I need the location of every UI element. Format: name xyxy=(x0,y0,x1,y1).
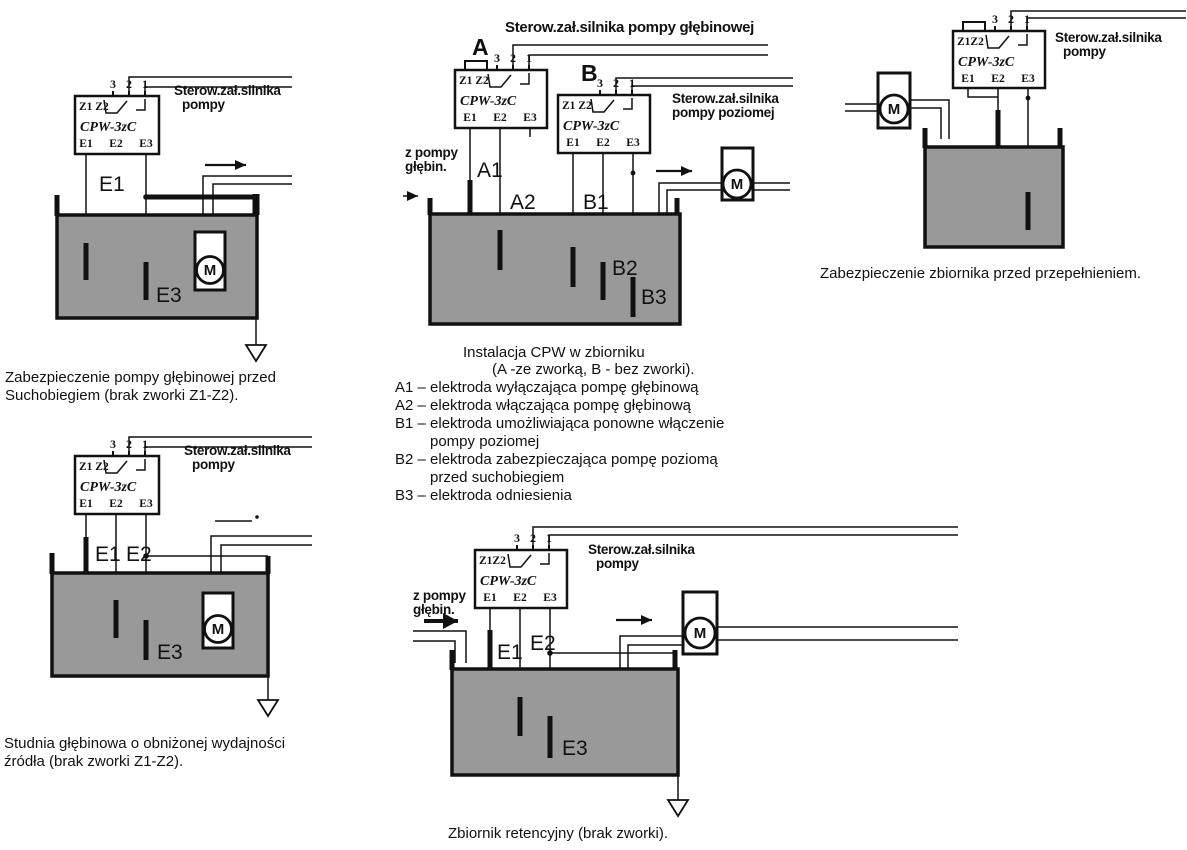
caption: Zabezpieczenie pompy głębinowej przed xyxy=(5,369,276,386)
electrode-e3-label: E3 xyxy=(156,284,182,307)
panel-retention-tank xyxy=(413,527,958,842)
device-model-label: CPW-3zC xyxy=(958,55,1015,70)
electrode-a1-label: A1 xyxy=(477,159,503,182)
motor-icon-label: M xyxy=(203,262,217,279)
terminal-e3-label: E3 xyxy=(139,498,153,510)
terminal-1-label: 1 xyxy=(546,531,552,545)
terminal-2-label: 2 xyxy=(510,51,516,65)
panel-overfill-protection xyxy=(820,11,1186,282)
ground-icon xyxy=(246,318,266,361)
device-model-label: CPW-3zC xyxy=(480,574,537,589)
motor-icon-label: M xyxy=(887,101,901,118)
caption: źródła (brak zworki Z1-Z2). xyxy=(4,753,184,770)
motor-icon-label: M xyxy=(730,176,744,193)
control-label: pompy poziomej xyxy=(672,105,775,120)
terminal-2-label: 2 xyxy=(1008,12,1014,26)
device-model-label: CPW-3zC xyxy=(460,94,517,109)
pump-motor xyxy=(683,592,717,654)
electrode-e2-label: E2 xyxy=(126,543,152,566)
terminal-3-label: 3 xyxy=(992,12,998,26)
terminal-e3-label: E3 xyxy=(139,138,153,150)
controller-a-label: A xyxy=(472,34,489,60)
motor-icon-label: M xyxy=(211,621,225,638)
control-label: Sterow.zał.silnika xyxy=(1055,30,1162,45)
terminal-2-label: 2 xyxy=(126,437,132,451)
terminal-e3-label: E3 xyxy=(1021,73,1035,85)
control-label: pompy xyxy=(1063,44,1106,59)
pump-motor xyxy=(878,73,910,128)
device-model-label: CPW-3zC xyxy=(80,120,137,135)
control-label: pompy xyxy=(192,457,235,472)
electrode-e1-label: E1 xyxy=(95,543,121,566)
terminal-e2-label: E2 xyxy=(493,112,507,124)
electrode-e3-label: E3 xyxy=(157,641,183,664)
panel-title: Sterow.zał.silnika pompy głębinowej xyxy=(505,19,754,36)
electrode-e1-label: E1 xyxy=(497,641,523,664)
terminal-3-label: 3 xyxy=(110,437,116,451)
caption: Instalacja CPW w zbiorniku xyxy=(463,344,645,361)
jumper-terminals-label: Z1 Z2 xyxy=(79,101,109,113)
control-label: Sterow.zał.silnika xyxy=(588,542,695,557)
terminal-3-label: 3 xyxy=(514,531,520,545)
panel-dry-run-protection xyxy=(5,77,292,404)
terminal-e3-label: E3 xyxy=(523,112,537,124)
jumper-icon xyxy=(465,61,487,70)
terminal-1-label: 1 xyxy=(1024,12,1030,26)
control-label: Sterow.zał.silnika xyxy=(174,83,281,98)
jumper-terminals-label: Z1 Z2 xyxy=(562,100,592,112)
cpw-device xyxy=(953,12,1045,88)
cpw-device-b xyxy=(558,76,650,153)
jumper-terminals-label: Z1Z2 xyxy=(479,555,506,567)
terminal-1-label: 1 xyxy=(142,77,148,91)
terminal-e1-label: E1 xyxy=(79,498,93,510)
legend-item: pompy poziomej xyxy=(430,433,540,450)
terminal-2-label: 2 xyxy=(530,531,536,545)
control-label: pompy xyxy=(596,556,639,571)
terminal-e2-label: E2 xyxy=(109,138,123,150)
electrode-e2-label: E2 xyxy=(530,632,556,655)
terminal-3-label: 3 xyxy=(110,77,116,91)
jumper-terminals-label: Z1 Z2 xyxy=(459,75,489,87)
control-label: Sterow.zał.silnika xyxy=(184,443,291,458)
terminal-e3-label: E3 xyxy=(543,592,557,604)
control-label: Sterow.zał.silnika xyxy=(672,91,779,106)
legend-item: B2 – elektroda zabezpieczająca pompę poziomą xyxy=(395,451,718,468)
tank xyxy=(925,128,1063,247)
legend-item: A2 – elektroda włączająca pompę głębinową xyxy=(395,397,692,414)
control-label: pompy xyxy=(182,97,225,112)
panel-tank-installation xyxy=(395,19,793,504)
caption: Suchobiegiem (brak zworki Z1-Z2). xyxy=(5,387,239,404)
jumper-terminals-label: Z1 Z2 xyxy=(79,461,109,473)
terminal-e1-label: E1 xyxy=(483,592,497,604)
caption: (A -ze zworką, B - bez zworki). xyxy=(492,361,695,378)
pump-motor xyxy=(195,232,225,290)
junction-dot xyxy=(143,194,149,200)
junction-dot xyxy=(631,171,636,176)
terminal-2-label: 2 xyxy=(126,77,132,91)
terminal-e1-label: E1 xyxy=(79,138,93,150)
terminal-e1-label: E1 xyxy=(566,137,580,149)
jumper-icon xyxy=(963,22,985,31)
terminal-3-label: 3 xyxy=(494,51,500,65)
panel-low-yield-well xyxy=(4,437,312,770)
electrode-e3-label: E3 xyxy=(562,737,588,760)
terminal-e2-label: E2 xyxy=(991,73,1005,85)
electrode-a2-label: A2 xyxy=(510,191,536,214)
legend xyxy=(395,379,724,504)
electrode-e1-label: E1 xyxy=(99,173,125,196)
legend-item: B3 – elektroda odniesienia xyxy=(395,487,572,504)
caption: Zbiornik retencyjny (brak zworki). xyxy=(448,825,669,842)
terminal-e2-label: E2 xyxy=(109,498,123,510)
terminal-1-label: 1 xyxy=(629,76,635,90)
inflow-label: z pompy xyxy=(413,588,466,603)
cpw-device-a xyxy=(455,51,547,128)
terminal-3-label: 3 xyxy=(597,76,603,90)
junction-dot xyxy=(1026,96,1031,101)
terminal-2-label: 2 xyxy=(613,76,619,90)
terminal-e2-label: E2 xyxy=(596,137,610,149)
terminal-e2-label: E2 xyxy=(513,592,527,604)
device-model-label: CPW-3zC xyxy=(563,119,620,134)
ground-icon xyxy=(258,676,278,716)
inflow-label: głębin. xyxy=(405,159,447,174)
legend-item: A1 – elektroda wyłączająca pompę głębinową xyxy=(395,379,699,396)
electrode-b1-label: B1 xyxy=(583,191,609,214)
cpw-device xyxy=(475,531,567,608)
pump-motor xyxy=(203,593,233,648)
electrode-b3-label: B3 xyxy=(641,286,667,309)
caption: Studnia głębinowa o obniżonej wydajności xyxy=(4,735,286,752)
level-mark-dot xyxy=(255,515,259,519)
terminal-e3-label: E3 xyxy=(626,137,640,149)
inflow-label: z pompy xyxy=(405,145,458,160)
cpw-device xyxy=(75,77,159,154)
jumper-terminals-label: Z1Z2 xyxy=(957,36,984,48)
caption: Zabezpieczenie zbiornika przed przepełnieniem. xyxy=(820,265,1142,282)
legend-item: przed suchobiegiem xyxy=(430,469,565,486)
cpw-device xyxy=(75,437,159,514)
terminal-1-label: 1 xyxy=(142,437,148,451)
pump-motor xyxy=(722,148,753,200)
terminal-e1-label: E1 xyxy=(961,73,975,85)
controller-b-label: B xyxy=(581,60,598,86)
ground-icon xyxy=(668,775,688,816)
legend-item: B1 – elektroda umożliwiająca ponowne włączenie xyxy=(395,415,725,432)
inflow-label: głębin. xyxy=(413,602,455,617)
motor-icon-label: M xyxy=(693,625,707,642)
terminal-1-label: 1 xyxy=(526,51,532,65)
terminal-e1-label: E1 xyxy=(463,112,477,124)
device-model-label: CPW-3zC xyxy=(80,480,137,495)
electrode-b2-label: B2 xyxy=(612,257,638,280)
